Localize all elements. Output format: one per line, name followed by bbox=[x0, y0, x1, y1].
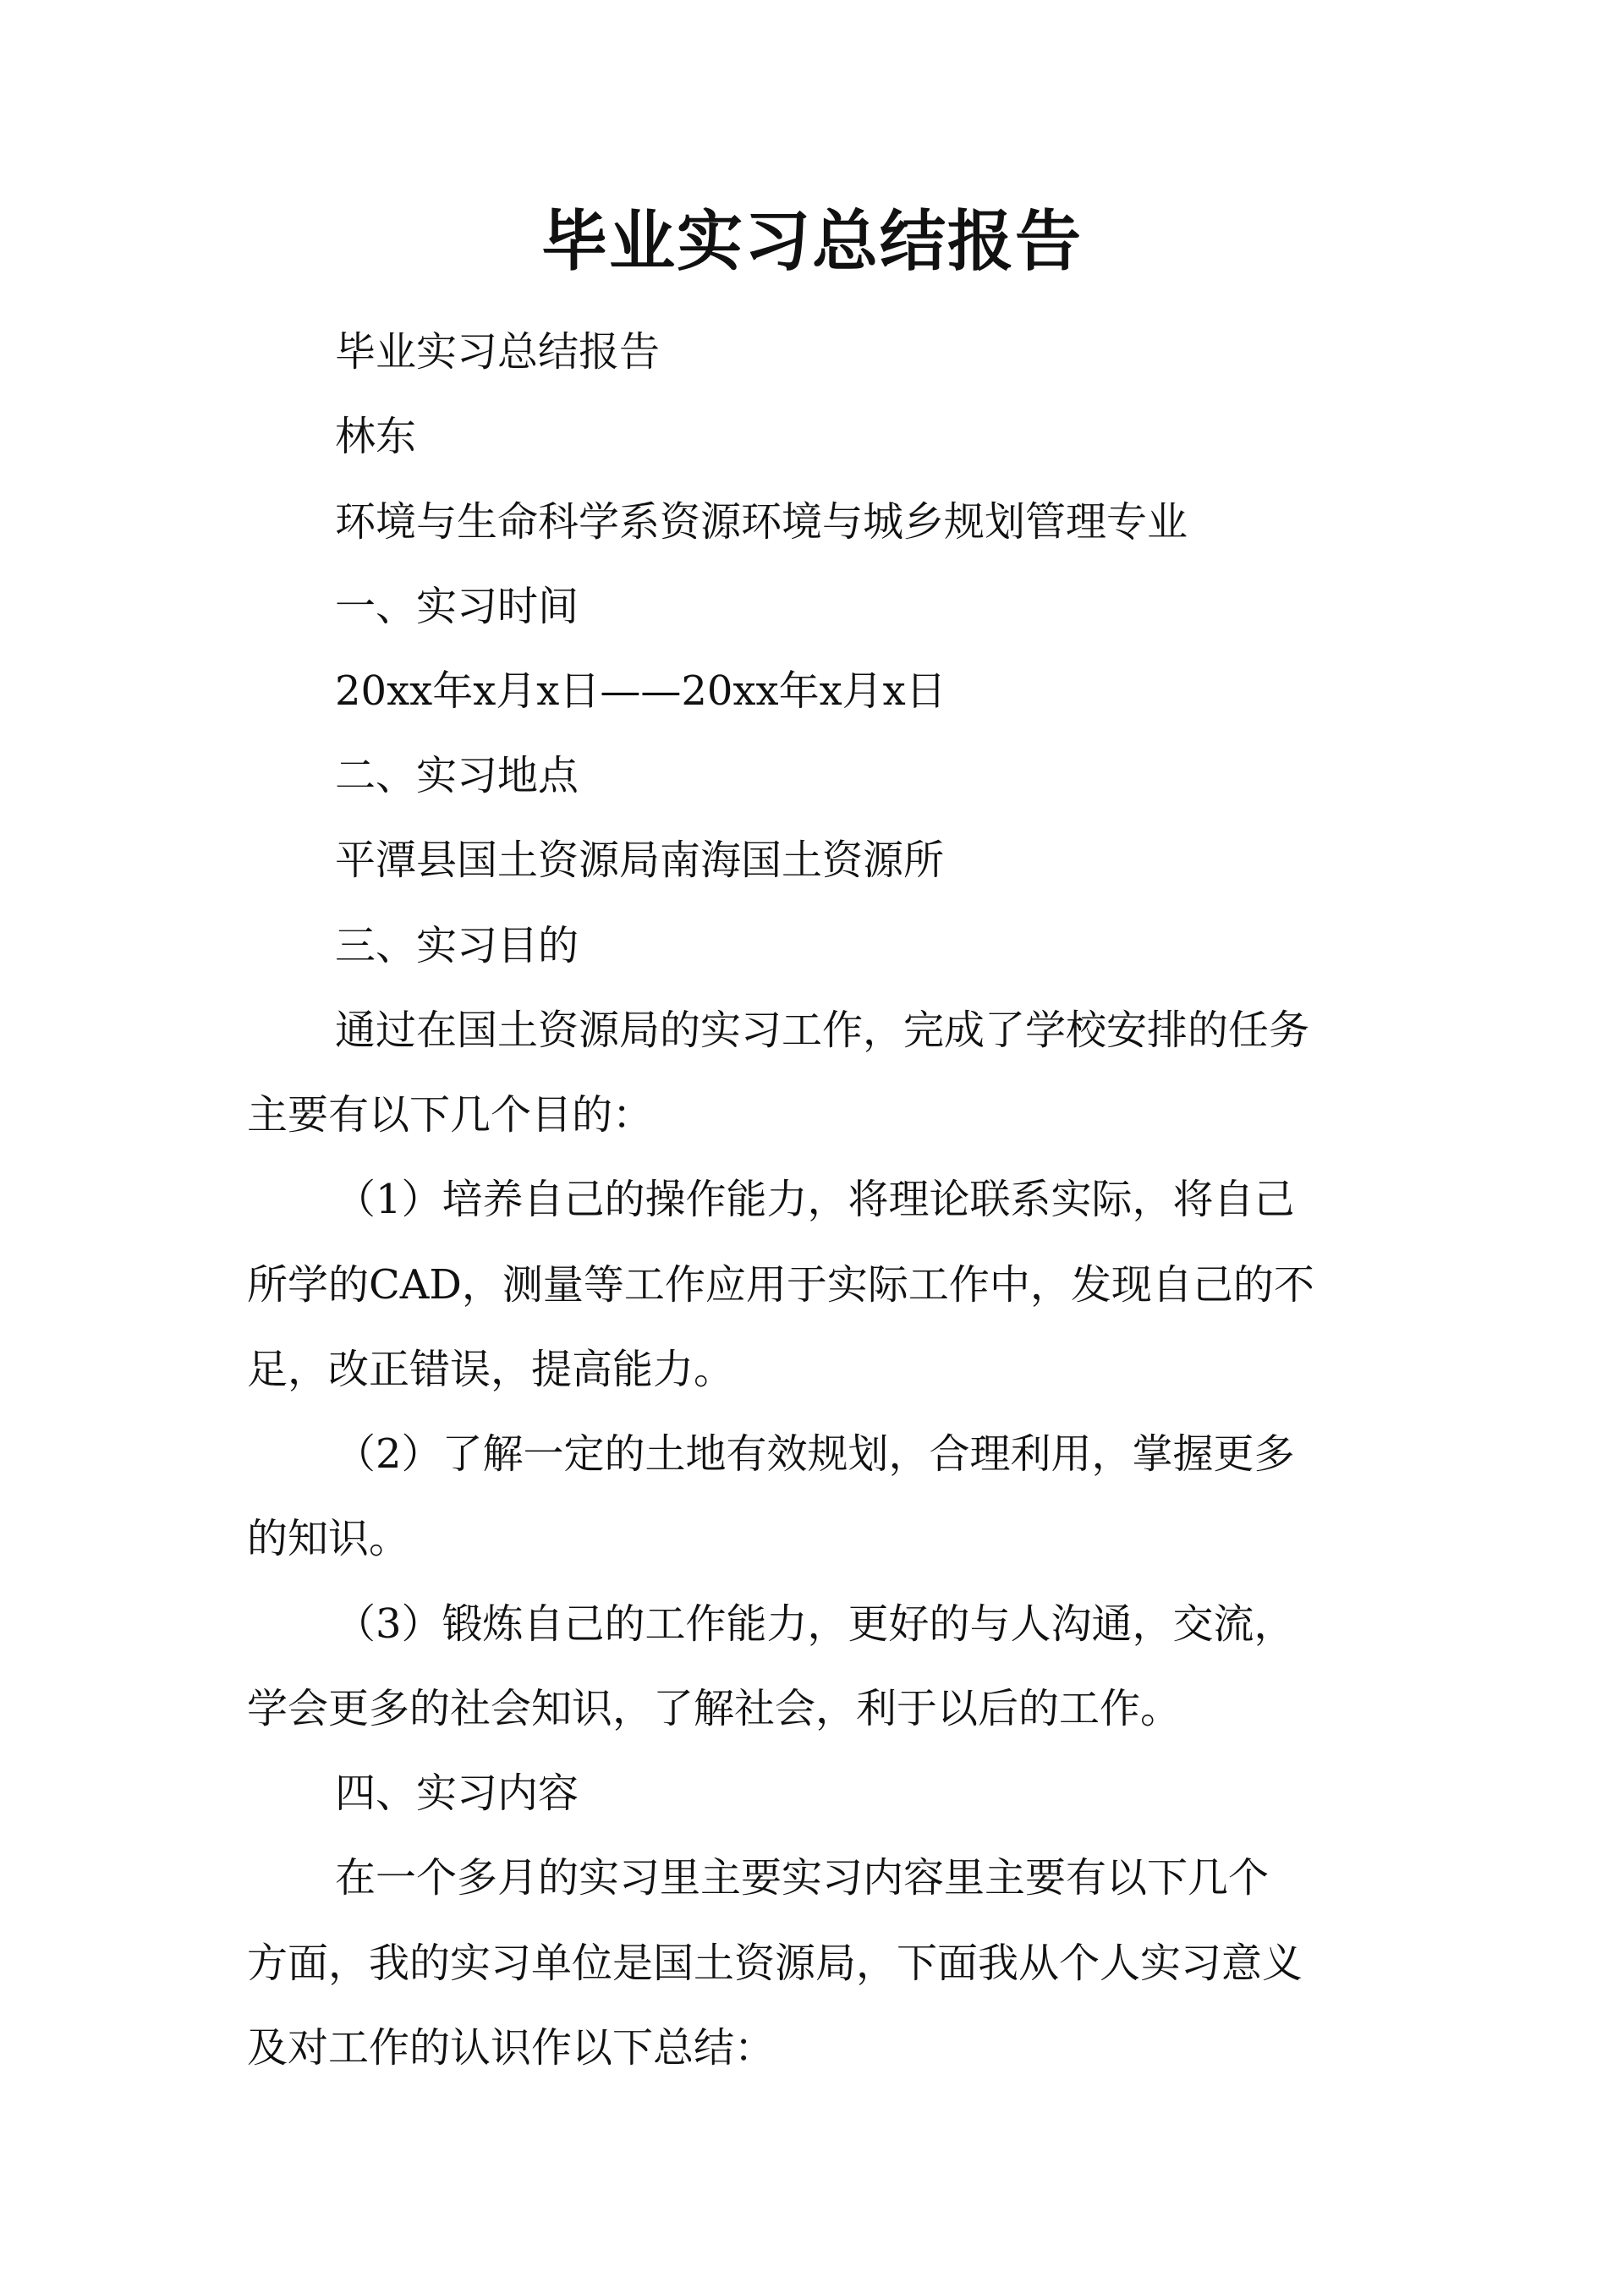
list-item-1-line: 足，改正错误，提高能力。 bbox=[247, 1346, 735, 1393]
document-title: 毕业实习总结报告 bbox=[540, 203, 1083, 280]
list-item-1-line: （1）培养自己的操作能力，将理论联系实际，将自己 bbox=[335, 1176, 1295, 1223]
department-major: 环境与生命科学系资源环境与城乡规划管理专业 bbox=[335, 498, 1188, 546]
paragraph-line: 及对工作的认识作以下总结： bbox=[247, 2024, 776, 2072]
internship-dates: 20xx年x月x日——20xx年x月x日 bbox=[335, 667, 946, 715]
list-item-3-line: 学会更多的社会知识，了解社会，利于以后的工作。 bbox=[247, 1685, 1182, 1732]
section-heading-content: 四、实习内容 bbox=[335, 1770, 579, 1817]
list-item-1-line: 所学的CAD，测量等工作应用于实际工作中，发现自己的不 bbox=[247, 1261, 1314, 1309]
section-heading-purpose: 三、实习目的 bbox=[335, 922, 579, 969]
internship-location: 平潭县国土资源局南海国土资源所 bbox=[335, 837, 945, 884]
list-item-2-line: （2）了解一定的土地有效规划，合理利用，掌握更多 bbox=[335, 1430, 1295, 1478]
paragraph-line: 在一个多月的实习里主要实习内容里主要有以下几个 bbox=[335, 1854, 1270, 1902]
paragraph-line: 通过在国土资源局的实习工作，完成了学校安排的任务 bbox=[335, 1007, 1310, 1054]
report-heading-line: 毕业实习总结报告 bbox=[335, 328, 661, 376]
author-name: 林东 bbox=[335, 413, 417, 460]
paragraph-line: 主要有以下几个目的： bbox=[247, 1091, 654, 1139]
list-item-2-line: 的知识。 bbox=[247, 1515, 410, 1562]
section-heading-time: 一、实习时间 bbox=[335, 583, 579, 630]
section-heading-location: 二、实习地点 bbox=[335, 752, 579, 799]
list-item-3-line: （3）锻炼自己的工作能力，更好的与人沟通，交流， bbox=[335, 1600, 1295, 1648]
paragraph-line: 方面，我的实习单位是国土资源局，下面我从个人实习意义 bbox=[247, 1940, 1303, 1987]
